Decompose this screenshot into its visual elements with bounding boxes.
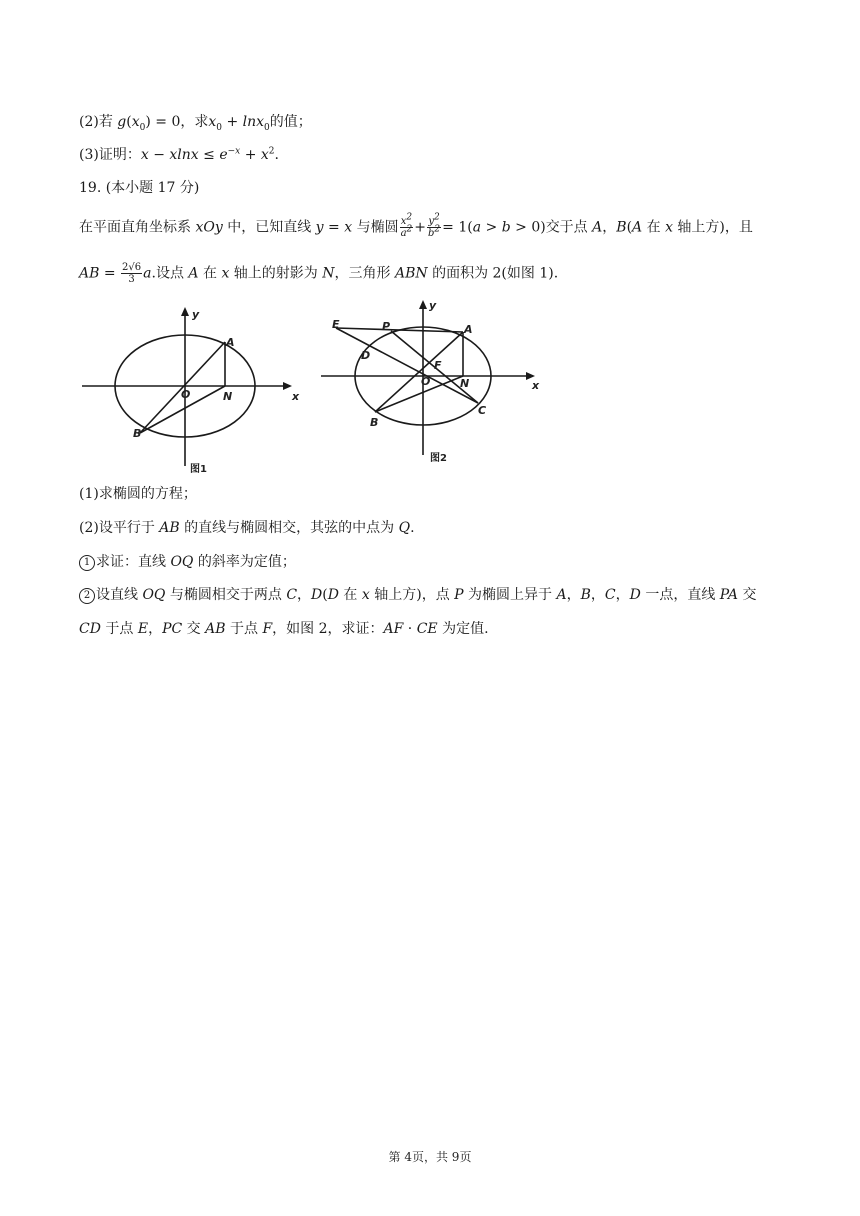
fig2-label-y: y <box>429 299 437 312</box>
fig2-label-P: P <box>382 320 391 333</box>
x-arrow-1 <box>283 382 292 390</box>
fraction-x2-a2: $\frac{x^2}{a^2}$ <box>400 212 413 239</box>
problem-19-header: 19. (本小题 17 分) <box>79 180 200 196</box>
sub-question-2-1: 1 求证：直线 OQ 的斜率为定值； <box>79 552 781 572</box>
fraction-2sqrt6-3: $\frac{2√6}{3}$ <box>122 262 142 285</box>
sub-question-1: (1)求椭圆的方程； <box>79 486 197 502</box>
figure-2 <box>318 295 548 470</box>
fig2-label-F: F <box>434 359 442 372</box>
circled-number-1: 1 <box>79 555 95 571</box>
fraction-y2-b2: $\frac{y^2}{b^2}$ <box>428 212 441 239</box>
question-part-2: (2)若 $g(x_0) = 0$，求$x_0 + \ln x_0$的值； <box>79 114 312 133</box>
math-x0-plus-lnx0: x <box>208 114 217 130</box>
fig2-label-B: B <box>370 416 379 429</box>
fig1-caption: 图1 <box>190 464 207 475</box>
sub-question-2-2-line-2: CD 于点 E，PC 交 AB 于点 F，如图 2，求证：AF · CE 为定值. <box>79 621 489 637</box>
fig1-label-N: N <box>223 390 233 403</box>
sub-question-2: (2)设平行于 AB 的直线与椭圆相交，其弦的中点为 Q. <box>79 520 415 536</box>
fig1-label-x: x <box>292 390 300 403</box>
fig1-label-A: A <box>226 336 235 349</box>
question-part-3: (3)证明：$x - xlnx \le e^{-x} + x^2$. <box>79 146 279 163</box>
fig2-label-C: C <box>478 404 487 417</box>
math-inequality: x <box>140 147 149 163</box>
sub-question-2-2-line-1: 2 设直线 OQ 与椭圆相交于两点 C，D(D 在 x 轴上方)，点 P 为椭圆上异于 A，B，C，D 一点，直线 PA 交 <box>79 585 781 605</box>
fig2-caption: 图2 <box>430 453 447 464</box>
fig2-label-E: E <box>332 318 340 331</box>
fig1-label-B: B <box>133 427 142 440</box>
y-arrow-1 <box>181 307 189 316</box>
fig2-label-x: x <box>532 379 540 392</box>
figure-1 <box>78 300 308 475</box>
math-g-x0-eq-0: g <box>117 114 127 130</box>
segment-BN-2 <box>375 376 463 412</box>
fig1-label-y: y <box>192 308 200 321</box>
y-arrow-2 <box>419 300 427 309</box>
problem-19-intro-line-2: AB = $\frac{2√6}{3}$ a.设点 A 在 x 轴上的射影为 N，三角形 ABN 的面积为 2(如图 1). <box>79 262 559 285</box>
fig2-label-N: N <box>460 377 470 390</box>
fig2-label-O: O <box>421 375 431 388</box>
fig2-label-A: A <box>464 323 473 336</box>
fig2-label-D: D <box>361 349 371 362</box>
problem-19-intro-line-1: 在平面直角坐标系 xOy 中，已知直线 y = x 与椭圆 $\frac{x^2}{a^2}$ + $\frac{y^2}{b^2}$ = 1(a > b > 0)交于点 A，B(A 在 x 轴上方)，且 <box>79 212 753 239</box>
circled-number-2: 2 <box>79 588 95 604</box>
fig1-label-O: O <box>181 388 191 401</box>
page-footer: 第 4页，共 9页 <box>388 1150 472 1164</box>
line-E-C <box>336 328 478 403</box>
